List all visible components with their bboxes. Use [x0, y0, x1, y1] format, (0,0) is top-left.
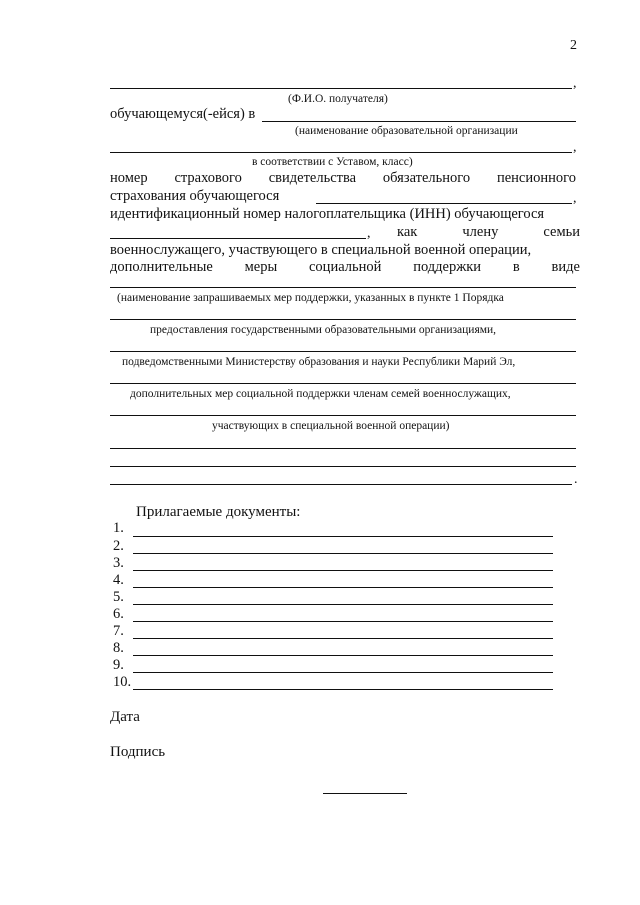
- snils-word: номер: [110, 170, 148, 186]
- measures-caption-4: дополнительных мер социальной поддержки членам семей военнослужащих,: [130, 388, 511, 400]
- attached-item-number: 7.: [113, 623, 124, 639]
- signature-line[interactable]: [323, 793, 407, 794]
- attached-item-number: 10.: [113, 674, 132, 690]
- attached-item-number: 2.: [113, 538, 124, 554]
- measures-caption-2: предоставления государственными образовательными организациями,: [150, 324, 497, 336]
- measures-caption-3: подведомственными Министерству образования и науки Республики Марий Эл,: [122, 356, 516, 368]
- attached-item-line[interactable]: [133, 672, 553, 673]
- measures-word: в: [512, 259, 520, 275]
- attached-item-number: 1.: [113, 520, 124, 536]
- measures-word: дополнительные: [110, 259, 213, 275]
- organization-line[interactable]: [262, 121, 576, 122]
- family-word: семьи: [543, 224, 580, 240]
- date-label: Дата: [110, 709, 140, 725]
- measures-word: меры: [244, 259, 278, 275]
- inn-text: идентификационный номер налогоплательщика (ИНН) обучающегося: [110, 206, 545, 222]
- attached-item-line[interactable]: [133, 553, 553, 554]
- attached-item-line[interactable]: [133, 570, 553, 571]
- military-text: военнослужащего, участвующего в специальной военной операции,: [110, 242, 532, 258]
- snils-line[interactable]: [316, 203, 572, 204]
- measures-word: виде: [551, 259, 580, 275]
- organization-continuation-line[interactable]: [110, 152, 572, 153]
- attached-item-line[interactable]: [133, 621, 553, 622]
- snils-word: пенсионного: [496, 170, 576, 186]
- charter-class-caption: в соответствии с Уставом, класс): [252, 156, 413, 168]
- snils-comma: ,: [573, 191, 577, 206]
- attached-item-line[interactable]: [133, 536, 553, 537]
- organization-caption: (наименование образовательной организации: [295, 125, 518, 137]
- family-word: члену: [462, 224, 499, 240]
- extra-line-period: .: [574, 472, 578, 487]
- attached-item-number: 9.: [113, 657, 124, 673]
- snils-word: свидетельства: [268, 170, 357, 186]
- measures-line-2[interactable]: [110, 319, 576, 320]
- attached-item-line[interactable]: [133, 689, 553, 690]
- family-member-text: [397, 224, 580, 241]
- extra-line-3[interactable]: [110, 484, 572, 485]
- attached-item-number: 5.: [113, 589, 124, 605]
- extra-line-2[interactable]: [110, 466, 576, 467]
- snils-text-line-1: [110, 170, 576, 187]
- inn-line[interactable]: [110, 238, 366, 239]
- organization-comma: ,: [573, 140, 577, 155]
- attached-item-line[interactable]: [133, 638, 553, 639]
- snils-text-line-2: страхования обучающегося: [110, 188, 280, 204]
- snils-word: страхового: [174, 170, 242, 186]
- attached-documents-heading: Прилагаемые документы:: [136, 504, 301, 520]
- recipient-name-comma: ,: [573, 76, 577, 91]
- measures-caption-1: (наименование запрашиваемых мер поддержки, указанных в пункте 1 Порядка: [117, 292, 504, 304]
- attached-item-number: 6.: [113, 606, 124, 622]
- extra-line-1[interactable]: [110, 448, 576, 449]
- recipient-name-caption: (Ф.И.О. получателя): [288, 93, 388, 105]
- attached-item-line[interactable]: [133, 655, 553, 656]
- measures-caption-5: участвующих в специальной военной операции): [212, 420, 450, 432]
- family-word: как: [397, 224, 418, 240]
- measures-word: социальной: [309, 259, 382, 275]
- recipient-name-line[interactable]: [110, 88, 572, 89]
- measures-line-1[interactable]: [110, 287, 576, 288]
- snils-word: обязательного: [382, 170, 471, 186]
- inn-comma: ,: [367, 226, 371, 241]
- page-number: 2: [570, 38, 577, 53]
- measures-line-3[interactable]: [110, 351, 576, 352]
- measures-line-4[interactable]: [110, 383, 576, 384]
- attached-item-number: 8.: [113, 640, 124, 656]
- attached-item-line[interactable]: [133, 604, 553, 605]
- attached-item-number: 3.: [113, 555, 124, 571]
- measures-word: поддержки: [413, 259, 482, 275]
- measures-line-5[interactable]: [110, 415, 576, 416]
- attached-item-number: 4.: [113, 572, 124, 588]
- measures-text: [110, 259, 580, 276]
- attached-item-line[interactable]: [133, 587, 553, 588]
- signature-label: Подпись: [110, 744, 166, 760]
- student-prefix: обучающемуся(-ейся) в: [110, 106, 256, 122]
